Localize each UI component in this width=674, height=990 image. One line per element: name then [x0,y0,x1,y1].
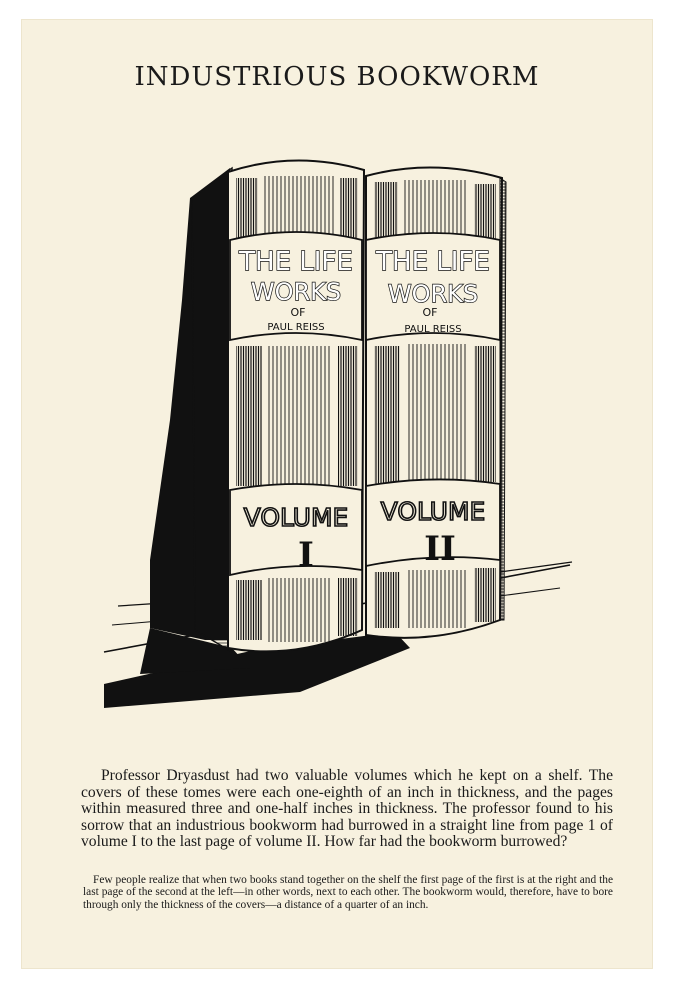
page-title: INDUSTRIOUS BOOKWORM [134,62,540,92]
volume-2-number: II [424,529,456,569]
volume-1-title-line2: WORKS [250,278,342,306]
volume-1-title-line3: OF [290,306,306,319]
puzzle-text: Professor Dryasdust had two valuable volumes which he kept on a shelf. The covers of these tomes were each one-eighth of an inch in thickness, and the pages within measured three and one-half inches in thickness. The professor found to his sorrow that an industrious bookworm had burrowed in a straight line from page 1 of volume I to the last page of volume II. How far had the bookworm burrowed? [81,767,613,851]
volume-1-pages [192,168,232,652]
volume-1-author: PAUL REISS [267,322,325,333]
volume-2-title-line3: OF [422,306,438,319]
volume-1-label: VOLUME [243,503,349,532]
volume-2-author: PAUL REISS [404,324,462,335]
volume-1-spine [228,160,364,651]
answer-text: Few people realize that when two books stand together on the shelf the first page of the first is at the right and the last page of the second at the left—in other words, next to each other. The bookworm would, therefore, have to bore through only the thickness of the covers—a distance of a quarter of an inch. [83,874,613,911]
volume-2-label: VOLUME [380,497,486,526]
volume-2-spine [366,167,502,637]
volume-2-title-line2: WORKS [387,280,479,308]
volume-1-title-line1: THE LIFE [239,247,353,277]
volume-1-number: I [298,535,314,575]
volume-2-title-line1: THE LIFE [376,247,490,277]
